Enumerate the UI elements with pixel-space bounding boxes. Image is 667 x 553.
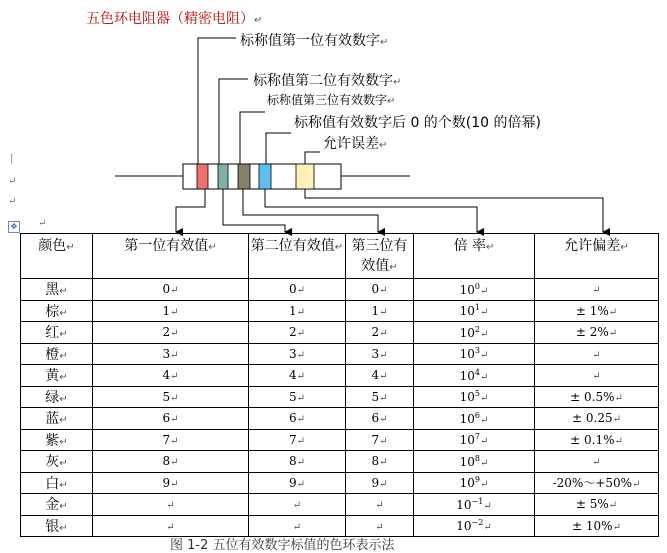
cell-third-digit: ↵	[346, 515, 414, 537]
multiplier-exponent: 0	[474, 281, 480, 291]
table-row	[21, 300, 659, 322]
cell-multiplier: $10^0↵$	[414, 279, 535, 301]
table-row	[21, 322, 659, 344]
cell-third-digit-text: 9	[371, 475, 380, 490]
label-multiplier: 标称值有效数字后 0 的个数(10 的倍幂)	[294, 115, 541, 131]
cell-color: 白↵	[21, 472, 93, 494]
label-first-digit: 标称值第一位有效数字↵	[240, 33, 389, 49]
table-row	[21, 429, 659, 451]
cell-tolerance-text: ± 5%	[575, 497, 609, 512]
cell-second-digit: 9↵	[249, 472, 346, 494]
label-second-digit: 标称值第二位有效数字↵	[253, 73, 402, 89]
header-third-digit: 第三位有效值↵	[346, 234, 414, 279]
cell-color: 灰↵	[21, 451, 93, 473]
multiplier-base: 10	[459, 304, 475, 319]
cell-second-digit: 3↵	[249, 343, 346, 365]
cell-color: 黄↵	[21, 365, 93, 387]
cursor-mark: |	[10, 153, 14, 164]
cell-third-digit-text: 1	[371, 303, 380, 318]
multiplier-exponent: 5	[474, 389, 480, 399]
label-tolerance: 允许误差↵	[323, 136, 388, 152]
arrow-third	[243, 189, 378, 232]
leader-first	[198, 38, 236, 164]
cell-tolerance: ± 10%↵	[535, 515, 659, 537]
cell-third-digit: 6↵	[346, 408, 414, 430]
cell-tolerance: ↵	[535, 343, 659, 365]
cell-first-digit: 3↵	[93, 343, 249, 365]
color-band-4	[259, 164, 271, 189]
cell-tolerance: ± 0.5%↵	[535, 386, 659, 408]
multiplier-exponent: −1	[471, 496, 484, 506]
cell-third-digit: ↵	[346, 494, 414, 516]
table-header-row	[21, 234, 659, 279]
cell-third-digit: 4↵	[346, 365, 414, 387]
cell-second-digit-text: 9	[288, 475, 297, 490]
cell-tolerance: ± 1%↵	[535, 300, 659, 322]
multiplier-exponent: 1	[474, 303, 480, 313]
cell-first-digit: ↵	[93, 494, 249, 516]
cell-second-digit: 0↵	[249, 279, 346, 301]
cell-multiplier: $10^8↵$	[414, 451, 535, 473]
cell-color-text: 棕	[45, 303, 60, 320]
cell-first-digit-text: 4	[162, 368, 171, 383]
label-third-digit: 标称值第三位有效数字↵	[267, 93, 396, 107]
multiplier-exponent: 3	[474, 346, 480, 356]
table-row	[21, 408, 659, 430]
cell-first-digit-text: 7	[162, 432, 171, 447]
cell-second-digit: 5↵	[249, 386, 346, 408]
cell-first-digit: 1↵	[93, 300, 249, 322]
multiplier-exponent: 9	[474, 475, 480, 485]
table-move-handle-icon[interactable]: ✥	[8, 221, 20, 233]
cell-second-digit-text: 8	[288, 454, 297, 469]
cell-first-digit-text: 8	[162, 454, 171, 469]
cell-second-digit-text: 0	[288, 282, 297, 297]
cell-first-digit: 2↵	[93, 322, 249, 344]
cell-second-digit-text: 7	[288, 432, 297, 447]
cell-tolerance-text: ± 2%	[575, 325, 609, 340]
multiplier-base: 10	[459, 347, 475, 362]
cell-multiplier: $10^{-2}↵$	[414, 515, 535, 537]
cell-color: 蓝↵	[21, 408, 93, 430]
multiplier-base: 10	[459, 390, 475, 405]
cell-color: 紫↵	[21, 429, 93, 451]
cell-third-digit-text: 4	[371, 368, 380, 383]
table-row	[21, 386, 659, 408]
multiplier-base: 10	[459, 282, 475, 297]
cell-second-digit-text: 3	[288, 346, 297, 361]
color-code-table	[20, 233, 659, 537]
multiplier-exponent: 8	[474, 453, 480, 463]
cell-second-digit: 2↵	[249, 322, 346, 344]
cell-third-digit: 3↵	[346, 343, 414, 365]
cell-first-digit: ↵	[93, 515, 249, 537]
cell-second-digit-text: 1	[288, 303, 297, 318]
cell-third-digit-text: 6	[371, 411, 380, 426]
cell-first-digit: 8↵	[93, 451, 249, 473]
table-row	[21, 343, 659, 365]
cell-color-text: 黄	[45, 368, 60, 385]
cell-color-text: 银	[45, 518, 60, 535]
cell-tolerance: ± 5%↵	[535, 494, 659, 516]
cell-tolerance: ± 2%↵	[535, 322, 659, 344]
cell-multiplier: $10^2↵$	[414, 322, 535, 344]
multiplier-base: 10	[459, 368, 475, 383]
cell-second-digit: ↵	[249, 515, 346, 537]
cell-multiplier: $10^{-1}↵$	[414, 494, 535, 516]
multiplier-exponent: 7	[474, 432, 480, 442]
multiplier-exponent: 6	[474, 410, 480, 420]
cell-third-digit-text: 7	[371, 432, 380, 447]
cell-third-digit-text: 8	[371, 454, 380, 469]
cell-first-digit: 7↵	[93, 429, 249, 451]
cell-tolerance-text: ± 1%	[575, 303, 609, 318]
cell-color-text: 红	[45, 325, 60, 342]
cell-color-text: 绿	[45, 389, 60, 406]
cell-multiplier: $10^4↵$	[414, 365, 535, 387]
cell-second-digit: 8↵	[249, 451, 346, 473]
cell-second-digit: 7↵	[249, 429, 346, 451]
leader-multiplier	[266, 133, 291, 164]
arrow-tolerance	[305, 189, 603, 232]
multiplier-base: 10	[459, 454, 475, 469]
cell-second-digit-text: 5	[288, 389, 297, 404]
cell-first-digit: 0↵	[93, 279, 249, 301]
cell-color-text: 蓝	[45, 411, 60, 428]
cell-third-digit: 7↵	[346, 429, 414, 451]
table-row	[21, 279, 659, 301]
table-row	[21, 365, 659, 387]
multiplier-base: 10	[459, 325, 475, 340]
table-row	[21, 494, 659, 516]
arrow-multiplier	[265, 189, 477, 232]
cell-tolerance-text: ± 10%	[572, 518, 613, 533]
cell-third-digit: 9↵	[346, 472, 414, 494]
cell-color-text: 金	[45, 497, 60, 514]
multiplier-base: 10	[456, 519, 472, 534]
cell-first-digit: 6↵	[93, 408, 249, 430]
cell-tolerance: ↵	[535, 279, 659, 301]
multiplier-exponent: 2	[474, 324, 480, 334]
cell-color-text: 紫	[45, 432, 60, 449]
cell-first-digit-text: 1	[162, 303, 171, 318]
cell-third-digit: 8↵	[346, 451, 414, 473]
multiplier-base: 10	[459, 411, 475, 426]
cell-color-text: 黑	[45, 282, 60, 299]
cell-color: 银↵	[21, 515, 93, 537]
cell-third-digit-text: 5	[371, 389, 380, 404]
leader-tolerance	[305, 152, 320, 164]
cell-multiplier: $10^6↵$	[414, 408, 535, 430]
cell-first-digit: 5↵	[93, 386, 249, 408]
cell-second-digit-text: 6	[288, 411, 297, 426]
multiplier-base: 10	[459, 433, 475, 448]
cell-tolerance: -20%～+50%↵	[535, 472, 659, 494]
cell-color: 绿↵	[21, 386, 93, 408]
multiplier-exponent: 4	[474, 367, 480, 377]
cell-tolerance: ↵	[535, 451, 659, 473]
cell-color-text: 白	[45, 475, 60, 492]
arrow-second	[223, 189, 285, 232]
cell-tolerance: ↵	[535, 365, 659, 387]
multiplier-base: 10	[456, 497, 472, 512]
cell-second-digit: 6↵	[249, 408, 346, 430]
cell-first-digit-text: 9	[162, 475, 171, 490]
cell-tolerance-text: ± 0.1%	[570, 432, 615, 447]
cell-tolerance: ± 0.25↵	[535, 408, 659, 430]
header-tolerance: 允许偏差↵	[535, 234, 659, 279]
cell-multiplier: $10^7↵$	[414, 429, 535, 451]
cell-third-digit: 2↵	[346, 322, 414, 344]
cell-color: 红↵	[21, 322, 93, 344]
cell-tolerance-text: ± 0.5%	[570, 389, 615, 404]
cell-second-digit: 4↵	[249, 365, 346, 387]
header-second-digit: 第二位有效值↵	[249, 234, 346, 279]
arrow-first	[176, 189, 205, 232]
table-row	[21, 451, 659, 473]
cell-color-text: 灰	[45, 454, 60, 471]
header-first-digit: 第一位有效值↵	[93, 234, 249, 279]
header-multiplier: 倍 率↵	[414, 234, 535, 279]
color-band-2	[218, 164, 228, 189]
cell-third-digit-text: 2	[371, 325, 380, 340]
section-title: 五色环电阻器（精密电阻）↵	[86, 11, 263, 27]
leader-third	[240, 112, 265, 164]
cell-third-digit: 0↵	[346, 279, 414, 301]
leader-second	[219, 79, 248, 164]
cell-third-digit: 1↵	[346, 300, 414, 322]
cell-color-text: 橙	[45, 346, 60, 363]
figure-caption: 图 1-2 五位有效数字标值的色环表示法	[170, 538, 395, 553]
cell-third-digit-text: 3	[371, 346, 380, 361]
color-band-5	[296, 164, 314, 189]
paragraph-mark: ↵	[38, 218, 47, 229]
cell-third-digit: 5↵	[346, 386, 414, 408]
cell-first-digit-text: 3	[162, 346, 171, 361]
cell-first-digit-text: 2	[162, 325, 171, 340]
cell-multiplier: $10^3↵$	[414, 343, 535, 365]
cell-second-digit: 1↵	[249, 300, 346, 322]
cell-second-digit-text: 2	[288, 325, 297, 340]
header-color: 颜色↵	[21, 234, 93, 279]
cell-multiplier: $10^9↵$	[414, 472, 535, 494]
cell-tolerance-text: -20%～+50%	[552, 476, 633, 491]
cell-multiplier: $10^5↵$	[414, 386, 535, 408]
cell-second-digit-text: 4	[288, 368, 297, 383]
cell-first-digit: 4↵	[93, 365, 249, 387]
color-band-3	[238, 164, 250, 189]
cell-first-digit-text: 6	[162, 411, 171, 426]
multiplier-base: 10	[459, 476, 475, 491]
cell-second-digit: ↵	[249, 494, 346, 516]
cell-multiplier: $10^1↵$	[414, 300, 535, 322]
paragraph-mark: ↵	[8, 176, 17, 187]
cell-third-digit-text: 0	[371, 282, 380, 297]
multiplier-exponent: −2	[471, 518, 484, 528]
cell-color: 金↵	[21, 494, 93, 516]
cell-color: 橙↵	[21, 343, 93, 365]
cell-first-digit: 9↵	[93, 472, 249, 494]
cell-first-digit-text: 5	[162, 389, 171, 404]
table-row	[21, 472, 659, 494]
cell-tolerance-text: ± 0.25	[572, 411, 613, 426]
paragraph-mark: ↵	[8, 196, 17, 207]
cell-color: 棕↵	[21, 300, 93, 322]
cell-color: 黑↵	[21, 279, 93, 301]
cell-tolerance: ± 0.1%↵	[535, 429, 659, 451]
color-band-1	[197, 164, 208, 189]
cell-first-digit-text: 0	[162, 282, 171, 297]
